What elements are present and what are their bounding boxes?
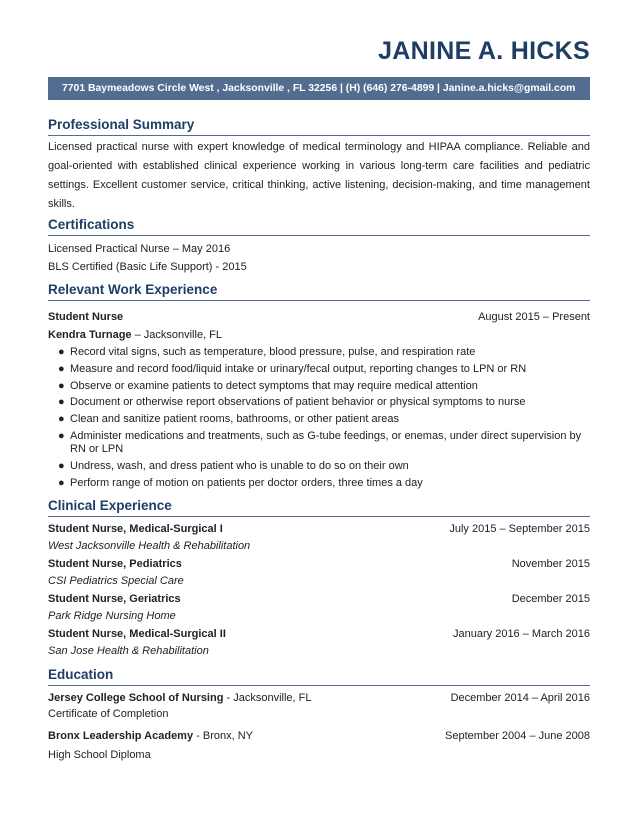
education-dates: December 2014 – April 2016 [450,692,590,705]
clinical-dates: January 2016 – March 2016 [453,628,590,641]
clinical-title: Student Nurse, Medical-Surgical I [48,523,223,536]
school-location: - Jacksonville, FL [223,692,312,705]
duty-text: Undress, wash, and dress patient who is unable to do so on their own [70,459,409,472]
clinical-place: San Jose Health & Rehabilitation [48,645,209,658]
duty-item [58,430,590,457]
job-header [48,308,590,326]
bullet-icon: ● [58,396,65,409]
employer-location: – Jacksonville, FL [131,329,223,341]
employer-line [48,326,590,344]
clinical-title: Student Nurse, Pediatrics [48,558,182,571]
duty-item [58,477,590,491]
clinical-title: Student Nurse, Medical-Surgical II [48,628,226,641]
education-dates: September 2004 – June 2008 [445,730,590,743]
duty-item [58,380,590,394]
school-name: Bronx Leadership Academy [48,730,194,743]
duty-text: Clean and sanitize patient rooms, bathrooms, or other patient areas [70,413,399,426]
bullet-icon: ● [58,346,65,359]
credential: Certificate of Completion [48,708,169,721]
education-list [48,689,590,763]
clinical-place: CSI Pediatrics Special Care [48,575,184,588]
resume-page [48,0,590,763]
clinical-place: West Jacksonville Health & Rehabilitation [48,540,251,553]
duty-text: Measure and record food/liquid intake or urinary/fecal output, reporting changes to LPN or RN [70,362,527,375]
bullet-icon: ● [58,362,65,375]
summary-heading: Professional Summary [48,117,590,136]
clinical-dates: December 2015 [511,593,590,606]
work-heading: Relevant Work Experience [48,282,590,301]
bullet-icon: ● [58,429,65,442]
clinical-title: Student Nurse, Geriatrics [48,593,181,606]
duty-text: Observe or examine patients to detect symptoms that may require medical attention [70,379,478,392]
school-location: - Bronx, NY [193,730,253,743]
duty-item [58,413,590,427]
clinical-dates: November 2015 [511,558,590,571]
duty-item [58,460,590,474]
job-dates: August 2015 – Present [478,311,590,323]
clinical-heading: Clinical Experience [48,498,590,517]
clinical-entry [48,555,590,573]
duty-item [58,396,590,410]
clinical-entry [48,520,590,538]
duty-text: Record vital signs, such as temperature, blood pressure, pulse, and respiration rate [70,346,476,359]
certification-item: Licensed Practical Nurse – May 2016 [48,243,231,255]
education-entry [48,727,590,745]
bullet-icon: ● [58,459,65,472]
candidate-name: JANINE A. HICKS [378,37,590,65]
clinical-place: Park Ridge Nursing Home [48,610,176,623]
bullet-icon: ● [58,379,65,392]
employer-name: Kendra Turnage [48,329,132,341]
education-heading: Education [48,667,590,686]
job-title: Student Nurse [48,311,124,323]
certifications-list [48,240,590,276]
duty-item [58,363,590,377]
duties-list [48,346,590,490]
certification-item: BLS Certified (Basic Life Support) - 2015 [48,261,247,273]
duty-text: Document or otherwise report observations of patient behavior or physical symptoms to nurse [70,396,526,409]
bullet-icon: ● [58,476,65,489]
bullet-icon: ● [58,413,65,426]
duty-item [58,346,590,360]
clinical-entry [48,590,590,608]
contact-bar: 7701 Baymeadows Circle West , Jacksonville , FL 32256 | (H) (646) 276-4899 | Janine.a.hicks@gmail.com [48,77,590,100]
summary-text: Licensed practical nurse with expert knowledge of medical terminology and HIPAA compliance. Reliable and goal-oriented with established clinical experience working in various long-term care facilities and pediatric settings. Excellent customer service, critical thinking, active listening, decision-making, and time management skills. [48,141,590,210]
certifications-heading: Certifications [48,217,590,236]
duty-text: Administer medications and treatments, such as G-tube feedings, or enemas, under direct supervision by RN or LPN [70,429,582,456]
school-name: Jersey College School of Nursing [48,692,224,705]
clinical-list [48,520,590,660]
education-entry [48,689,590,707]
clinical-entry [48,625,590,643]
clinical-dates: July 2015 – September 2015 [449,523,590,536]
credential: High School Diploma [48,749,151,762]
duty-text: Perform range of motion on patients per doctor orders, three times a day [70,476,423,489]
